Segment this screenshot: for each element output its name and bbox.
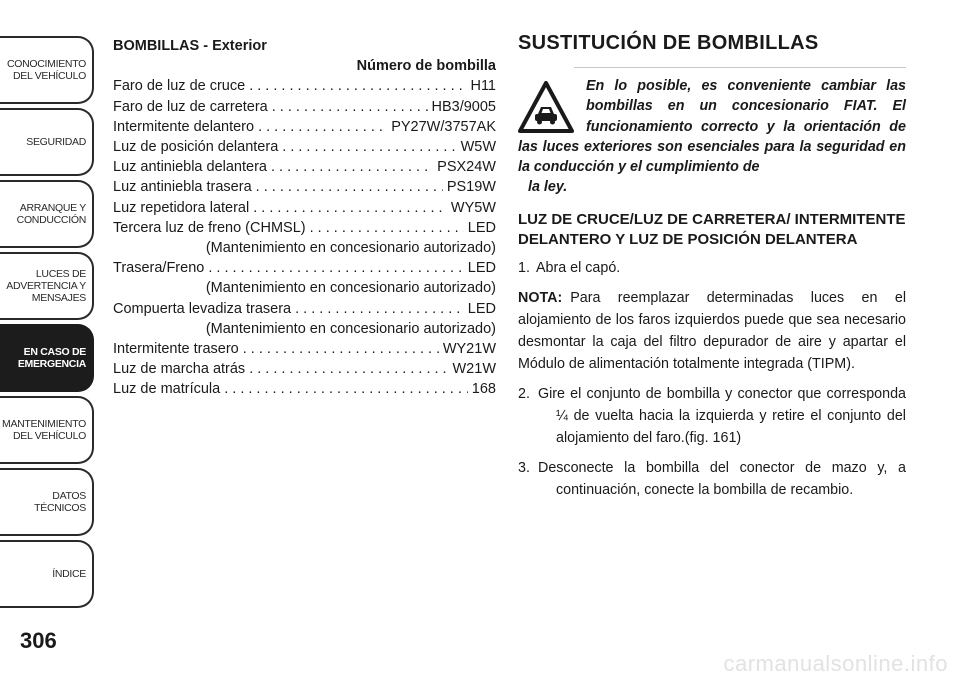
step-item bbox=[518, 458, 906, 501]
tab-label: ÍNDICE bbox=[52, 568, 86, 580]
step-item bbox=[518, 258, 906, 280]
bulb-number: W21W bbox=[452, 361, 496, 378]
dot-leader bbox=[310, 218, 464, 238]
bulb-number: PS19W bbox=[446, 179, 496, 196]
step-number: 2. bbox=[518, 386, 530, 403]
warning-box bbox=[518, 76, 906, 198]
bulb-row bbox=[113, 258, 496, 278]
bulb-row bbox=[113, 157, 496, 177]
note-text: Para reemplazar determinadas luces en el alojamiento de los faros izquierdos puede que sea necesario desmontar la caja del filtro depurador de aire y apartar el Módulo de alimentación totalmente integrada (TIPM). bbox=[518, 290, 906, 372]
dot-leader bbox=[249, 76, 466, 96]
bulb-location: Tercera luz de freno (CHMSL) bbox=[113, 219, 306, 236]
warning-text: En lo posible, es conveniente cambiar las bombillas en un concesionario FIAT. El funcionamiento correcto y la orientación de las luces exteriores son esenciales para la seguridad en la conducción y el cumplimiento de bbox=[518, 78, 906, 176]
bulb-number: W5W bbox=[460, 139, 496, 156]
step-text: Desconecte la bombilla del conector de mazo y, a continuación, conecte la bombilla de recambio. bbox=[538, 460, 906, 499]
divider bbox=[574, 67, 906, 68]
dot-leader bbox=[249, 359, 448, 379]
warning-text-end: la ley. bbox=[528, 179, 568, 196]
bulb-row bbox=[113, 359, 496, 379]
tab-label: EN CASO DE EMERGENCIA bbox=[17, 346, 86, 370]
tab-conocimiento-vehiculo[interactable] bbox=[0, 36, 94, 104]
dot-leader bbox=[256, 177, 443, 197]
bulb-location: Luz de matrícula bbox=[113, 381, 221, 398]
bulb-column-header: Número de bombilla bbox=[356, 58, 496, 75]
bulb-row bbox=[113, 299, 496, 319]
step-number: 3. bbox=[518, 460, 530, 477]
dot-leader bbox=[271, 157, 433, 177]
bulb-location: Luz antiniebla trasera bbox=[113, 179, 252, 196]
bulb-number: PY27W/3757AK bbox=[391, 118, 496, 135]
step-text: Gire el conjunto de bombilla y conector que corresponda ¼ de vuelta hacia la izquierda y retire el conjunto del alojamiento del faro.(fig. 161) bbox=[538, 386, 906, 446]
bulb-service-note: (Mantenimiento en concesionario autorizado) bbox=[205, 320, 496, 337]
bulb-number: H11 bbox=[470, 78, 496, 95]
chapter-tabs bbox=[0, 0, 100, 678]
bulb-location: Luz antiniebla delantera bbox=[113, 159, 267, 176]
watermark: carmanualsonline.info bbox=[723, 651, 948, 676]
tab-mantenimiento-vehiculo[interactable] bbox=[0, 396, 94, 464]
step-text: Abra el capó. bbox=[536, 259, 621, 276]
section-title: SUSTITUCIÓN DE BOMBILLAS bbox=[518, 32, 819, 54]
bulb-number: WY5W bbox=[450, 199, 496, 216]
tab-label: ARRANQUE Y CONDUCCIÓN bbox=[16, 202, 86, 226]
dot-leader bbox=[282, 137, 456, 157]
bulb-number: PSX24W bbox=[437, 159, 496, 176]
bulb-location: Intermitente trasero bbox=[113, 341, 239, 358]
bulb-row bbox=[113, 339, 496, 359]
bulb-row bbox=[113, 76, 496, 96]
bulb-row bbox=[113, 177, 496, 197]
tab-label: MANTENIMIENTO DEL VEHÍCULO bbox=[2, 418, 86, 442]
dot-leader bbox=[208, 258, 463, 278]
note-paragraph bbox=[518, 288, 906, 375]
tab-arranque-conduccion[interactable] bbox=[0, 180, 94, 248]
warning-triangle-car-icon bbox=[518, 80, 574, 134]
bulb-number: LED bbox=[467, 300, 496, 317]
step-number: 1. bbox=[518, 259, 530, 276]
tab-en-caso-emergencia[interactable] bbox=[0, 324, 94, 392]
tab-indice[interactable] bbox=[0, 540, 94, 608]
bulb-location: Compuerta levadiza trasera bbox=[113, 300, 292, 317]
dot-leader bbox=[224, 379, 468, 399]
tab-label: SEGURIDAD bbox=[26, 136, 86, 148]
dot-leader bbox=[243, 339, 439, 359]
bulb-table bbox=[113, 36, 496, 400]
tab-luces-advertencia[interactable] bbox=[0, 252, 94, 320]
bulb-row bbox=[113, 198, 496, 218]
tab-label: DATOS TÉCNICOS bbox=[34, 490, 86, 514]
dot-leader bbox=[258, 117, 387, 137]
bulb-row bbox=[113, 379, 496, 399]
bulb-number: LED bbox=[467, 219, 496, 236]
bulb-table-heading: BOMBILLAS - Exterior bbox=[113, 38, 267, 54]
tab-label: LUCES DE ADVERTENCIA Y MENSAJES bbox=[6, 268, 86, 304]
bulb-service-note: (Mantenimiento en concesionario autorizado) bbox=[205, 240, 496, 257]
dot-leader bbox=[253, 198, 447, 218]
note-label: NOTA: bbox=[518, 290, 563, 307]
bulb-number: 168 bbox=[471, 381, 496, 398]
bulb-location: Faro de luz de carretera bbox=[113, 98, 268, 115]
tab-datos-tecnicos[interactable] bbox=[0, 468, 94, 536]
tab-seguridad[interactable] bbox=[0, 108, 94, 176]
step-item bbox=[518, 384, 906, 449]
bulb-service-note: (Mantenimiento en concesionario autorizado) bbox=[205, 280, 496, 297]
subsection-title: LUZ DE CRUCE/LUZ DE CARRETERA/ INTERMITENTE DELANTERO Y LUZ DE POSICIÓN DELANTERA bbox=[518, 210, 906, 248]
bulb-location: Intermitente delantero bbox=[113, 118, 255, 135]
bulb-location: Luz de marcha atrás bbox=[113, 361, 246, 378]
bulb-location: Luz repetidora lateral bbox=[113, 199, 250, 216]
page-number: 306 bbox=[20, 628, 57, 653]
bulb-location: Trasera/Freno bbox=[113, 260, 205, 277]
bulb-number: LED bbox=[467, 260, 496, 277]
bulb-row bbox=[113, 137, 496, 157]
dot-leader bbox=[272, 97, 428, 117]
bulb-row bbox=[113, 117, 496, 137]
bulb-replacement-section bbox=[518, 32, 906, 511]
bulb-row bbox=[113, 97, 496, 117]
dot-leader bbox=[295, 299, 464, 319]
bulb-number: WY21W bbox=[442, 341, 496, 358]
bulb-row bbox=[113, 218, 496, 238]
bulb-location: Faro de luz de cruce bbox=[113, 78, 246, 95]
bulb-location: Luz de posición delantera bbox=[113, 139, 279, 156]
bulb-number: HB3/9005 bbox=[431, 98, 496, 115]
tab-label: CONOCIMIENTO DEL VEHÍCULO bbox=[6, 58, 86, 82]
instructions bbox=[518, 258, 906, 502]
